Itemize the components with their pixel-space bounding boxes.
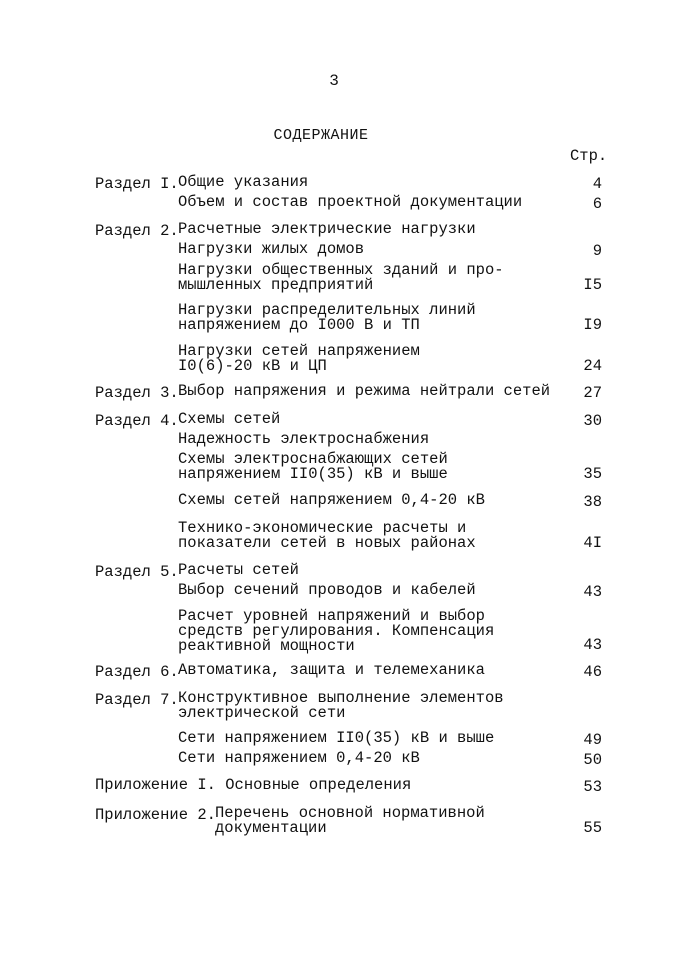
- entry-page: 49: [583, 731, 602, 749]
- section-label: Раздел 7.: [95, 691, 179, 709]
- entry-page: 38: [583, 493, 602, 511]
- section-label: Раздел I.: [95, 175, 179, 193]
- entry-text: Автоматика, защита и телемеханика: [178, 661, 485, 679]
- entry-text: Общие указания: [178, 173, 309, 191]
- entry-page: 53: [583, 778, 602, 796]
- entry-text: Приложение I. Основные определения: [95, 776, 412, 794]
- entry-text: Конструктивное выполнение элементов электрической сети: [178, 689, 504, 722]
- entry-text: Схемы электроснабжающих сетей напряжением II0(35) кВ и выше: [178, 450, 448, 483]
- entry-text: Нагрузки сетей напряжением I0(6)-20 кВ и ЦП: [178, 342, 420, 375]
- entry-text: Перечень основной нормативной документации: [215, 804, 485, 837]
- entry-page: 27: [583, 384, 602, 402]
- entry-page: 9: [592, 242, 602, 260]
- entry-page: 55: [583, 819, 602, 837]
- entry-text: Расчеты сетей: [178, 561, 299, 579]
- entry-text: Объем и состав проектной документации: [178, 193, 523, 211]
- page-column-header: Стр.: [570, 147, 608, 165]
- entry-text: Выбор сечений проводов и кабелей: [178, 581, 476, 599]
- entry-text: Технико-экономические расчеты и показатели сетей в новых районах: [178, 519, 476, 552]
- contents-title: СОДЕРЖАНИЕ: [273, 127, 369, 144]
- entry-text: Нагрузки общественных зданий и про- мышленных предприятий: [178, 261, 504, 294]
- entry-page: I5: [583, 276, 602, 294]
- entry-page: 4I: [583, 534, 602, 552]
- entry-text: Сети напряжением 0,4-20 кВ: [178, 749, 420, 767]
- entry-page: 46: [583, 663, 602, 681]
- entry-page: I9: [583, 316, 602, 334]
- entry-text: Сети напряжением II0(35) кВ и выше: [178, 729, 495, 747]
- page-number: 3: [329, 72, 339, 90]
- entry-text: Надежность электроснабжения: [178, 430, 430, 448]
- entry-text: Нагрузки распределительных линий напряжением до I000 В и ТП: [178, 301, 476, 334]
- section-label: Раздел 6.: [95, 663, 179, 681]
- entry-text: Нагрузки жилых домов: [178, 240, 365, 258]
- section-label: Раздел 3.: [95, 384, 179, 402]
- entry-page: 4: [592, 175, 602, 193]
- entry-text: Расчет уровней напряжений и выбор средств регулирования. Компенсация реактивной мощности: [178, 607, 495, 655]
- appendix-label: Приложение 2.: [95, 806, 216, 824]
- entry-text: Схемы сетей: [178, 410, 281, 428]
- entry-page: 50: [583, 751, 602, 769]
- entry-page: 43: [583, 583, 602, 601]
- section-label: Раздел 2.: [95, 222, 179, 240]
- entry-page: 6: [592, 195, 602, 213]
- entry-page: 35: [583, 465, 602, 483]
- entry-page: 43: [583, 636, 602, 654]
- entry-page: 30: [583, 412, 602, 430]
- entry-page: 24: [583, 357, 602, 375]
- entry-text: Выбор напряжения и режима нейтрали сетей: [178, 382, 551, 400]
- entry-text: Схемы сетей напряжением 0,4-20 кВ: [178, 491, 485, 509]
- section-label: Раздел 5.: [95, 563, 179, 581]
- section-label: Раздел 4.: [95, 412, 179, 430]
- entry-text: Расчетные электрические нагрузки: [178, 220, 476, 238]
